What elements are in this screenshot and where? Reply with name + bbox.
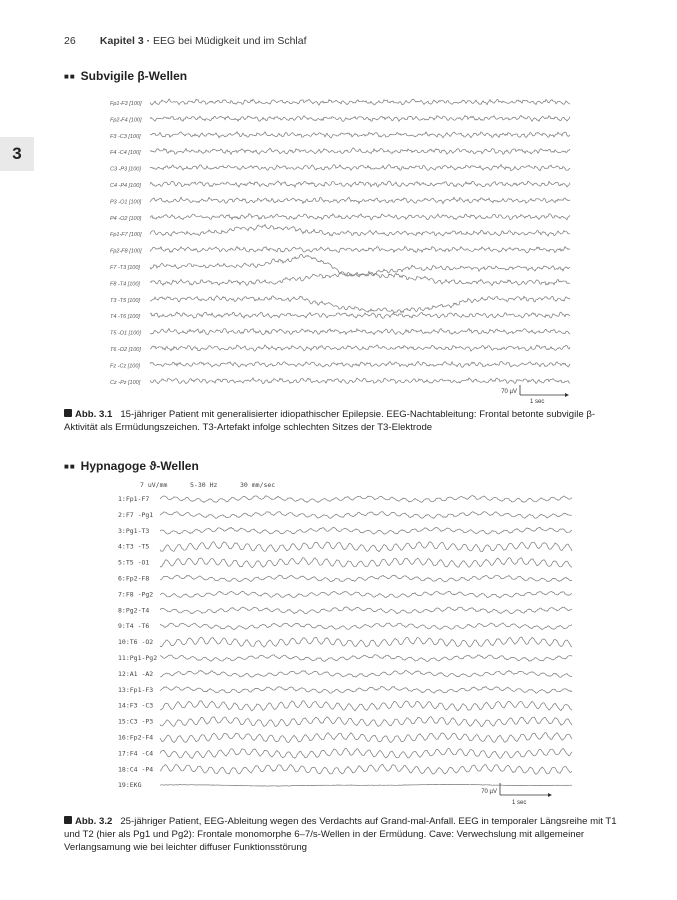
channel-label: C3 -P3 [100]: [110, 166, 141, 173]
eeg-trace: [150, 197, 570, 203]
eeg-trace: [150, 378, 570, 384]
eeg-trace: [150, 165, 570, 171]
caption-label: Abb. 3.2: [75, 816, 113, 827]
amplitude-scale-label: 70 µV: [501, 389, 517, 395]
figure-caption-3-2: [64, 815, 624, 854]
eeg-trace: [160, 655, 572, 662]
eeg-trace: [160, 623, 572, 630]
channel-label: C4 -P4 [100]: [110, 183, 141, 189]
heading-text: Subvigile β-Wellen: [80, 69, 188, 83]
channel-label: T5 -O1 [100]: [110, 330, 141, 337]
channel-label: 11:Pg1-Pg2: [118, 654, 158, 662]
channel-label: 5:T5 -O1: [118, 558, 150, 567]
heading-text: Hypnagoge ϑ-Wellen: [80, 459, 199, 473]
channel-label: Fp2-F4 [100]: [110, 117, 142, 124]
eeg-trace: [160, 575, 572, 582]
caption-marker-icon: [64, 816, 72, 824]
eeg-trace: [160, 784, 572, 786]
eeg-trace: [160, 512, 572, 519]
recording-setting: 5-30 Hz: [190, 481, 218, 489]
recording-setting: 7 uV/mm: [140, 481, 168, 489]
eeg-trace: [160, 527, 572, 534]
channel-label: Fp1-F3 [100]: [110, 101, 142, 107]
eeg-trace: [150, 148, 570, 155]
channel-label: Cz -Pz [100]: [110, 379, 141, 386]
caption-label: Abb. 3.1: [75, 409, 113, 420]
eeg-figure-theta: [110, 477, 590, 812]
eeg-trace: [160, 591, 572, 598]
channel-label: Fp1-F7 [100]: [110, 232, 142, 239]
eeg-trace: [160, 496, 572, 503]
channel-label: 12:A1 -A2: [118, 669, 154, 678]
eeg-trace: [150, 181, 570, 187]
eeg-trace: [160, 686, 572, 693]
channel-label: T4 -T6 [100]: [110, 314, 140, 321]
figure-caption-3-1: [64, 408, 624, 434]
arrow-right-icon: [565, 393, 569, 397]
eeg-trace: [160, 542, 572, 552]
heading-bullets: ■■: [64, 72, 76, 81]
eeg-trace: [150, 345, 570, 351]
eeg-trace: [160, 607, 572, 614]
eeg-trace: [160, 748, 572, 758]
channel-label: 3:Pg1-T3: [118, 526, 150, 535]
channel-label: 4:T3 -T5: [118, 542, 150, 551]
time-scale-label: 1 sec: [530, 399, 545, 405]
channel-label: Fz -Cz [100]: [110, 363, 140, 370]
eeg-trace: [150, 271, 570, 285]
chapter-label: Kapitel 3 ·: [99, 35, 151, 47]
channel-label: 14:F3 -C3: [118, 701, 154, 710]
channel-label: 8:Pg2-T4: [118, 606, 150, 615]
channel-label: T3 -T5 [100]: [110, 297, 140, 304]
running-head: [64, 35, 307, 47]
eeg-trace: [150, 361, 570, 367]
channel-label: 15:C3 -P3: [118, 717, 154, 726]
page-number: 26: [64, 35, 76, 47]
eeg-trace: [150, 132, 570, 138]
section-heading-theta: [64, 459, 199, 473]
heading-bullets: ■■: [64, 462, 76, 471]
channel-label: P3 -O1 [100]: [110, 199, 142, 206]
channel-label: 17:F4 -C4: [118, 749, 154, 758]
eeg-trace: [150, 329, 570, 335]
arrow-right-icon: [548, 793, 552, 797]
eeg-trace: [160, 733, 572, 743]
channel-label: 18:C4 -P4: [118, 765, 154, 774]
channel-label: F4 -C4 [100]: [110, 150, 141, 157]
eeg-trace: [160, 764, 572, 774]
chapter-title: EEG bei Müdigkeit und im Schlaf: [153, 35, 307, 47]
eeg-trace: [160, 637, 572, 647]
channel-label: Fp2-F8 [100]: [110, 248, 142, 255]
eeg-trace: [160, 670, 572, 677]
eeg-trace: [150, 246, 570, 253]
caption-marker-icon: [64, 409, 72, 417]
eeg-trace: [150, 255, 570, 277]
eeg-trace: [150, 99, 570, 105]
eeg-trace: [160, 701, 572, 711]
channel-label: 1:Fp1-F7: [118, 495, 150, 503]
section-heading-beta: [64, 69, 187, 83]
channel-label: T6 -O2 [100]: [110, 347, 141, 353]
chapter-tab: 3: [0, 137, 34, 171]
eeg-trace: [150, 312, 570, 318]
channel-label: 13:Fp1-F3: [118, 685, 154, 694]
eeg-trace: [150, 214, 570, 220]
caption-text: 25-jähriger Patient, EEG-Ableitung wegen des Verdachts auf Grand-mal-Anfall. EEG in temporaler Längsreihe mit T1 und T2 (hier als Pg1 und Pg2): Frontale monomorphe 6–7/s-Wellen in der Ermüdung. Cave: Verwechslung mit allgemeiner Verlangsamung wie bei leichter diffuser Funktionsstörung: [64, 816, 617, 853]
channel-label: 16:Fp2-F4: [118, 733, 154, 742]
eeg-trace: [150, 225, 570, 237]
eeg-trace: [150, 296, 570, 314]
eeg-figure-beta: [110, 90, 580, 405]
eeg-trace: [160, 558, 572, 568]
channel-label: F7 -T3 [100]: [110, 265, 140, 271]
recording-setting: 30 mm/sec: [240, 481, 276, 489]
eeg-trace: [160, 717, 572, 727]
channel-label: 9:T4 -T6: [118, 622, 150, 631]
channel-label: 2:F7 -Pg1: [118, 510, 154, 519]
channel-label: F3 -C3 [100]: [110, 133, 141, 140]
channel-label: 10:T6 -O2: [118, 638, 154, 647]
eeg-trace: [150, 115, 570, 121]
channel-label: 7:F8 -Pg2: [118, 590, 154, 599]
channel-label: 6:Fp2-F8: [118, 574, 150, 583]
channel-label: 19:EKG: [118, 781, 142, 790]
amplitude-scale-label: 70 µV: [481, 789, 497, 795]
caption-text: 15-jähriger Patient mit generalisierter idiopathischer Epilepsie. EEG-Nachtableitung: Frontal betonte subvigile β-Aktivität als Ermüdungszeichen. T3-Artefakt infolge schlechten Sitzes der T3-Elektrode: [64, 409, 596, 433]
channel-label: F8 -T4 [100]: [110, 281, 140, 288]
channel-label: P4 -O2 [100]: [110, 215, 142, 222]
time-scale-label: 1 sec: [512, 800, 527, 806]
